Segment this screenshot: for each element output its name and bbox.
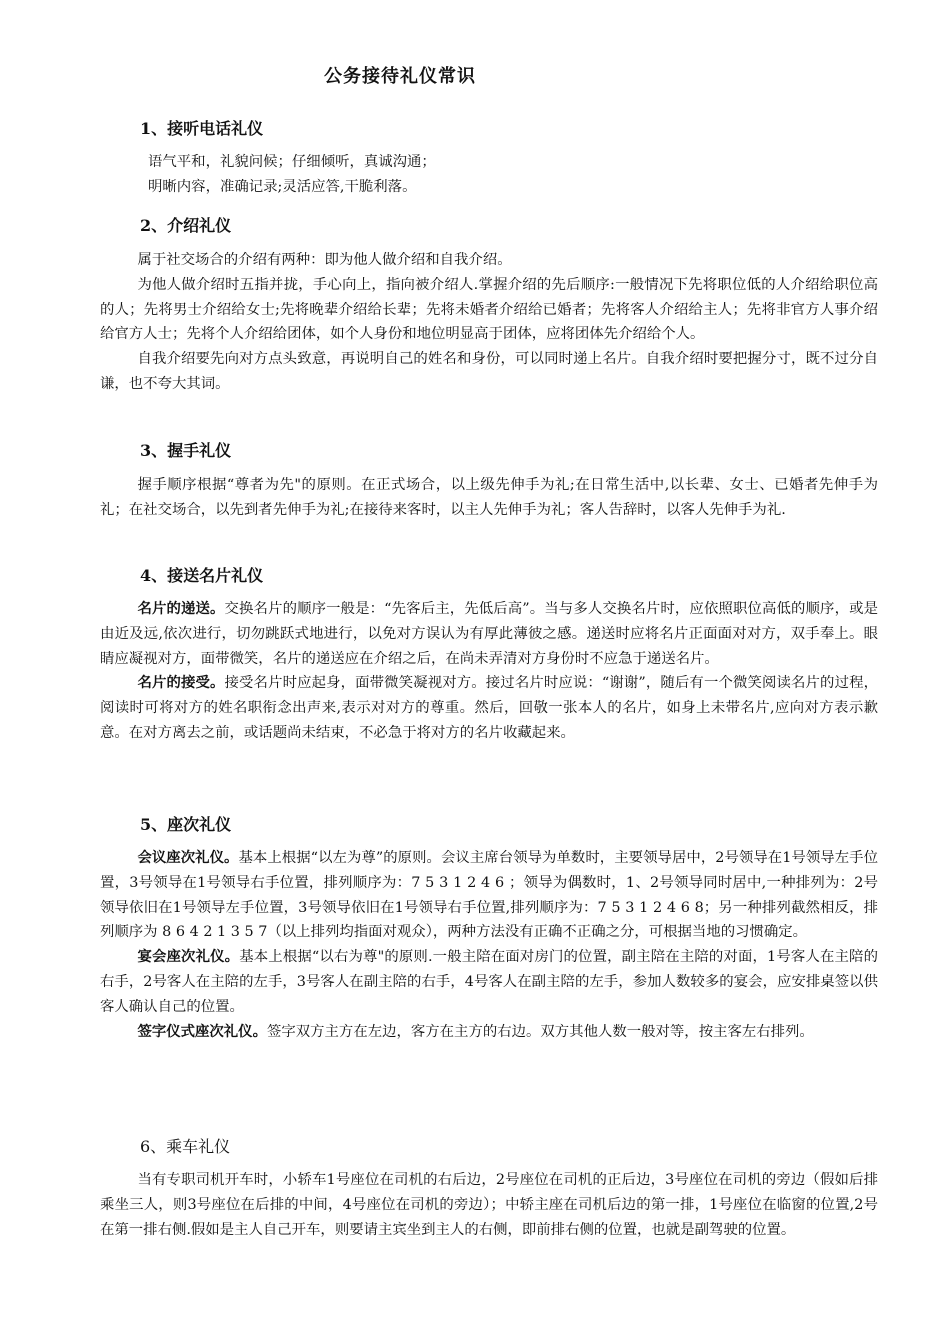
section-heading-riding: 6、乘车礼仪 [140,1137,231,1156]
paragraph [100,1020,878,1045]
paragraph-text: 基本上根据“以左为尊”的原则。会议主席台领导为单数时，主要领导居中，2号领导在1号领导左手位置，3号领导在1号领导右手位置，排列顺序为：7 5 3 1 2 4 6 ；领导为偶数时，1、2号领导同时居中,一种排列为：2号领导依旧在1号领导左手位置，3号领导依旧在1号领导右手位置,排列顺序为：7 5 3 1 2 4 6 8；另一种排列截然相反，排列顺序为 8 6 4 2 1 3 5 7（以上排列均指面对观众），两种方法没有正确不正确之分，可根据当地的习惯确定。 [100,850,878,941]
paragraph-text: 基本上根据“以右为尊"的原则.一般主陪在面对房门的位置，副主陪在主陪的对面，1号客人在主陪的右手，2号客人在主陪的左手，3号客人在副主陪的右手，4号客人在副主陪的左手，参加人数较多的宴会，应安排桌签以供客人确认自己的位置。 [100,949,878,1015]
paragraph-text: 交换名片的顺序一般是：“先客后主，先低后高”。当与多人交换名片时，应依照职位高低的顺序，或是由近及远,依次进行，切勿跳跃式地进行，以免对方误认为有厚此薄彼之感。递送时应将名片正面面对对方，双手奉上。眼睛应凝视对方，面带微笑，名片的递送应在介绍之后，在尚未弄清对方身份时不应急于递送名片。 [100,601,878,667]
paragraph [100,846,878,945]
paragraph-lead: 宴会座次礼仪。 [137,948,240,966]
paragraph-lead: 名片的递送。 [137,600,225,617]
paragraph-lead: 签字仪式座次礼仪。 [137,1022,267,1040]
section-heading-seating: 5、座次礼仪 [140,815,232,834]
paragraph: 明晰内容，准确记录;灵活应答,干脆利落。 [148,178,417,195]
paragraph: 属于社交场合的介绍有两种：即为他人做介绍和自我介绍。 [137,252,512,268]
section-body-business-card [100,597,878,746]
section-heading-handshake: 3、握手礼仪 [140,441,232,460]
section-body-introduction [100,248,878,397]
section-heading-phone: 1、接听电话礼仪 [140,119,264,138]
paragraph [100,671,878,745]
paragraph-text: 接受名片时应起身，面带微笑凝视对方。接过名片时应说：“谢谢”，随后有一个微笑阅读名片的过程，阅读时可将对方的姓名职衔念出声来,表示对对方的尊重。然后，回敬一张本人的名片，如身上未带名片,应向对方表示歉意。在对方离去之前，或话题尚未结束，不必急于将对方的名片收藏起来。 [100,675,878,741]
paragraph: 自我介绍要先向对方点头致意，再说明自己的姓名和身份，可以同时递上名片。自我介绍时要把握分寸，既不过分自谦，也不夸大其词。 [100,351,878,392]
section-body-phone [100,150,926,200]
paragraph: 当有专职司机开车时，小轿车1号座位在司机的右后边，2号座位在司机的正后边，3号座位在司机的旁边（假如后排乘坐三人，则3号座位在后排的中间，4号座位在司机的旁边）；中轿主座在司机后边的第一排，1号座位在临窗的位置,2号在第一排右侧.假如是主人自己开车，则要请主宾坐到主人的右侧，即前排右侧的位置，也就是副驾驶的位置。 [100,1172,878,1238]
paragraph-lead: 名片的接受。 [137,674,225,692]
paragraph-text: 签字双方主方在左边，客方在主方的右边。双方其他人数一般对等，按主客左右排列。 [266,1023,814,1040]
paragraph [100,597,878,671]
document-title: 公务接待礼仪常识 [324,66,476,87]
paragraph: 握手顺序根据“尊者为先"的原则。在正式场合，以上级先伸手为礼;在日常生活中,以长辈、女士、已婚者先伸手为礼；在社交场合，以先到者先伸手为礼;在接待来客时，以主人先伸手为礼；客人告辞时，以客人先伸手为礼. [100,477,878,518]
section-body-handshake [100,473,878,523]
section-body-riding [100,1168,878,1242]
paragraph [100,945,878,1019]
paragraph: 语气平和，礼貌问候；仔细倾听，真诚沟通； [148,154,436,170]
section-body-seating [100,846,878,1044]
paragraph: 为他人做介绍时五指并拢，手心向上，指向被介绍人.掌握介绍的先后顺序:一般情况下先将职位低的人介绍给职位高的人；先将男士介绍给女士;先将晚辈介绍给长辈；先将未婚者介绍给已婚者；先将客人介绍给主人；先将非官方人事介绍给官方人士；先将个人介绍给团体，如个人身份和地位明显高于团体，应将团体先介绍给个人。 [100,276,878,343]
section-heading-business-card: 4、接送名片礼仪 [140,566,264,585]
paragraph-lead: 会议座次礼仪。 [137,849,239,866]
section-heading-introduction: 2、介绍礼仪 [140,216,232,235]
